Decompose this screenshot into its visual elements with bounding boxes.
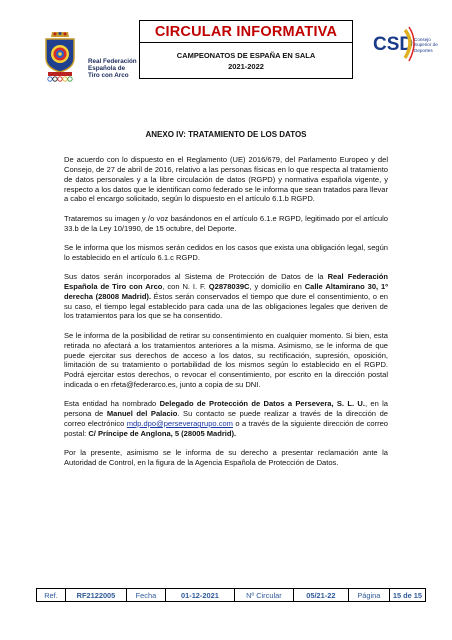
paragraph-dpo — [64, 399, 388, 438]
federation-address: Calle Altamirano 30, 1º derecha (28008 Madrid). — [64, 281, 388, 301]
circular-title-box — [139, 20, 353, 79]
text-span: , en la persona de — [64, 399, 388, 419]
text-span: . Su contacto se puede realizar a través de la dirección de correo electrónico — [64, 409, 388, 429]
footer-circular-value: 05/21-22 — [294, 589, 349, 601]
paragraph-data-controller — [64, 272, 388, 321]
circular-title: CIRCULAR INFORMATIVA — [140, 21, 352, 43]
csd-name-line: Consejo — [414, 37, 431, 42]
page-header — [26, 20, 438, 79]
text-span: Sus datos serán incorporados al Sistema de Protección de Datos de la — [64, 272, 328, 282]
circular-subtitle — [140, 43, 352, 72]
nif-number: Q2878039C — [208, 281, 250, 291]
document-body — [64, 155, 388, 477]
paragraph-image-voice: Trataremos su imagen y /o voz basándonos en el artículo 6.1.e RGPD, legitimado por el artículo 33.b de la Ley 10/1990, de 15 octubre, del Deporte. — [64, 213, 388, 233]
org-name-line: Española de — [88, 65, 126, 72]
footer-page-value: 15 de 15 — [392, 590, 423, 600]
csd-org-name — [414, 37, 444, 53]
subtitle-line-2: 2021-2022 — [228, 62, 264, 71]
csd-logo — [371, 24, 419, 62]
federation-name: Real Federación Española de Tiro con Arco — [64, 272, 388, 291]
paragraph-gdpr-basis: De acuerdo con lo dispuesto en el Reglamento (UE) 2016/679, del Parlamento Europeo y del Consejo, de 27 de abril de 2016, relativo a las personas físicas en lo que respecta al tratamiento de datos personales y a la libre circulación de datos (RGPD) y normativa española vigente, y respecto a los datos que le identifican como federado se le informa que sean tratados para llevar a cabo el encargo solicitado, según lo dispuesto en el artículo 6.1.b RGPD. — [64, 155, 388, 204]
csd-logo-text: CSD — [373, 34, 414, 55]
annex-title: ANEXO IV: TRATAMIENTO DE LOS DATOS — [145, 130, 307, 139]
dpo-postal-address: C/ Príncipe de Anglona, 5 (28005 Madrid). — [88, 428, 237, 438]
footer-ref-label: Ref. — [37, 589, 66, 601]
dpo-name: Delegado de Protección de Datos a Persevera, S. L. U. — [159, 399, 365, 409]
dpo-email-link[interactable]: mdp.dpo@perseveragrupo.com — [126, 419, 233, 429]
footer-date-label: Fecha — [127, 589, 166, 601]
org-name-line: Tiro con Arco — [88, 72, 129, 79]
subtitle-line-1: CAMPEONATOS DE ESPAÑA EN SALA — [176, 51, 316, 60]
text-span: o a través de la siguiente dirección de correo postal: — [64, 419, 388, 438]
footer-page-label: Página — [349, 589, 390, 601]
rfeta-crest-logo — [38, 30, 82, 82]
text-span: Esta entidad ha nombrado — [64, 399, 160, 409]
paragraph-rights: Se le informa de la posibilidad de retirar su consentimiento en cualquier momento. Si bien, esta retirada no afectará a los tratamientos anteriores a la misma. Asimismo, se le informa de que puede ejercitar sus derechos de acceso a los datos, su rectificación, supresión, oposición, limitación de su tratamiento o portabilidad de los mismos según lo establecido en el RGPD. Podrá ejercitar estos derechos, o revocar el consentimiento, por escrito en la dirección postal indicada o en rfeta@federarco.es, junto a copia de su DNI. — [64, 330, 388, 390]
csd-name-line: Superior de — [414, 42, 438, 48]
text-span: Éstos serán conservados el tiempo que dure el consentimiento, o en su caso, el tiempo legal establecido para cada una de las obligaciones legales que deriven de los tratamientos para los que se ha consentido. — [64, 291, 388, 321]
footer-circular-label: Nº Circular — [235, 589, 294, 601]
document-footer — [36, 588, 426, 602]
dpo-contact-person: Manuel del Palacio — [106, 409, 178, 419]
footer-ref-value: RF2122005 — [66, 589, 127, 601]
org-name-line: Real Federación — [88, 58, 137, 65]
text-span: , con N. I. F. — [162, 281, 209, 291]
csd-name-line: Deportes — [414, 47, 433, 53]
paragraph-complaint: Por la presente, asimismo se le informa de su derecho a presentar reclamación ante la Autoridad de Control, en la figura de la Agencia Española de Protección de Datos. — [64, 448, 388, 468]
text-span: , y domicilio en — [249, 281, 305, 291]
paragraph-legal-transfer: Se le informa que los mismos serán cedidos en los casos que exista una obligación legal, según lo establecido en el artículo 6.1.c RGPD. — [64, 242, 388, 262]
footer-date-value: 01-12-2021 — [166, 589, 235, 601]
